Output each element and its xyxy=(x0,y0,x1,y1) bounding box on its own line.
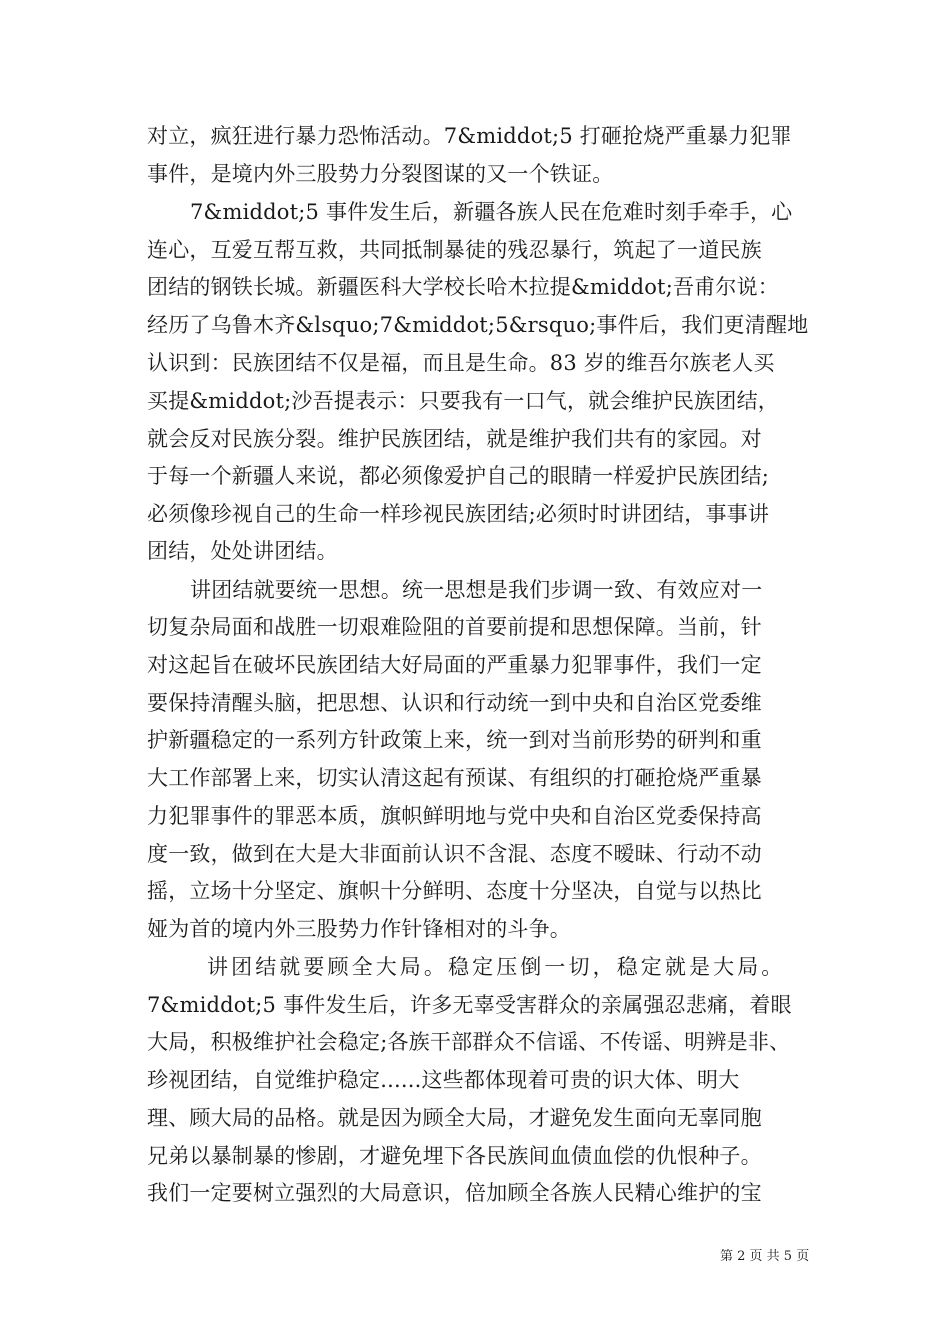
text-line: 大工作部署上来，切实认清这起有预谋、有组织的打砸抢烧严重暴 xyxy=(147,766,762,790)
text-line: 摇，立场十分坚定、旗帜十分鲜明、态度十分坚决，自觉与以热比 xyxy=(147,879,762,903)
text-line: 兄弟以暴制暴的惨剧，才避免埋下各民族间血债血偿的仇恨种子。 xyxy=(147,1144,762,1168)
text-line: 7&middot;5 事件发生后，许多无辜受害群众的亲属强忍悲痛，着眼 xyxy=(147,993,792,1017)
text-line: 连心，互爱互帮互救，共同抵制暴徒的残忍暴行，筑起了一道民族 xyxy=(147,238,762,262)
text-line: 事件，是境内外三股势力分裂图谋的又一个铁证。 xyxy=(147,162,614,186)
text-line: 理、顾大局的品格。就是因为顾全大局，才避免发生面向无辜同胞 xyxy=(147,1106,762,1130)
text-line: 大局，积极维护社会稳定;各族干部群众不信谣、不传谣、明辨是非、 xyxy=(147,1030,791,1054)
text-line: 对这起旨在破坏民族团结大好局面的严重暴力犯罪事件，我们一定 xyxy=(147,653,762,677)
text-line: 经历了乌鲁木齐&lsquo;7&middot;5&rsquo;事件后，我们更清醒地 xyxy=(147,313,809,337)
text-line: 买提&middot;沙吾提表示：只要我有一口气，就会维护民族团结， xyxy=(147,389,779,413)
paragraph-start-line: 讲团结就要统一思想。统一思想是我们步调一致、有效应对一 xyxy=(190,578,763,602)
paragraph-start-line: 讲团结就要顾全大局。稳定压倒一切，稳定就是大局。 xyxy=(207,955,786,979)
text-line: 我们一定要树立强烈的大局意识，倍加顾全各族人民精心维护的宝 xyxy=(147,1181,762,1205)
text-line: 珍视团结，自觉维护稳定......这些都体现着可贵的识大体、明大 xyxy=(147,1068,740,1092)
text-line: 认识到：民族团结不仅是福，而且是生命。83 岁的维吾尔族老人买 xyxy=(147,351,775,375)
text-line: 团结，处处讲团结。 xyxy=(147,539,338,563)
text-line: 对立，疯狂进行暴力恐怖活动。7&middot;5 打砸抢烧严重暴力犯罪 xyxy=(147,124,792,148)
text-line: 度一致，做到在大是大非面前认识不含混、态度不暧昧、行动不动 xyxy=(147,842,762,866)
text-line: 切复杂局面和战胜一切艰难险阻的首要前提和思想保障。当前，针 xyxy=(147,615,762,639)
text-line: 必须像珍视自己的生命一样珍视民族团结;必须时时讲团结，事事讲 xyxy=(147,502,770,526)
page-number: 第 2 页 共 5 页 xyxy=(720,1249,810,1264)
paragraph-start-line: 7&middot;5 事件发生后，新疆各族人民在危难时刻手牵手，心 xyxy=(190,200,793,224)
text-line: 娅为首的境内外三股势力作针锋相对的斗争。 xyxy=(147,917,571,941)
text-line: 团结的钢铁长城。新疆医科大学校长哈木拉提&middot;吾甫尔说： xyxy=(147,275,779,299)
text-line: 护新疆稳定的一系列方针政策上来，统一到对当前形势的研判和重 xyxy=(147,728,762,752)
text-line: 力犯罪事件的罪恶本质，旗帜鲜明地与党中央和自治区党委保持高 xyxy=(147,804,762,828)
text-line: 就会反对民族分裂。维护民族团结，就是维护我们共有的家园。对 xyxy=(147,427,762,451)
text-line: 于每一个新疆人来说，都必须像爱护自己的眼睛一样爱护民族团结; xyxy=(147,464,770,488)
text-line: 要保持清醒头脑，把思想、认识和行动统一到中央和自治区党委维 xyxy=(147,691,762,715)
